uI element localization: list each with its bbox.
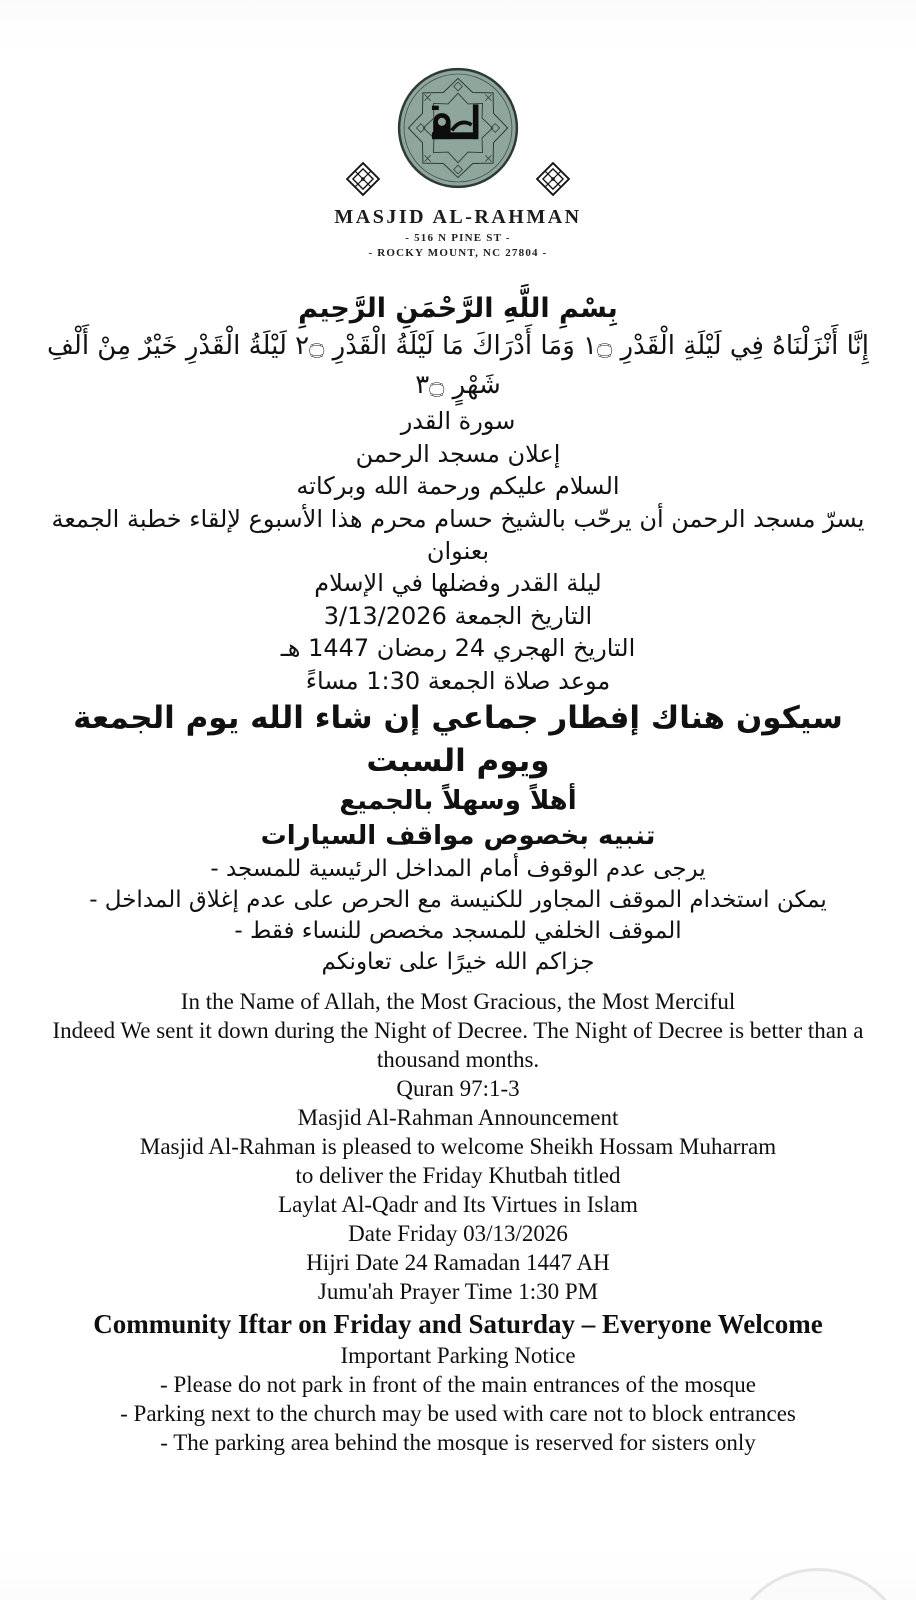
en-welcome-line2: to deliver the Friday Khutbah titled (295, 1162, 621, 1188)
en-hijri-line: Hijri Date 24 Ramadan 1447 AH (306, 1249, 610, 1275)
en-announcement-title: Masjid Al-Rahman Announcement (297, 1104, 619, 1130)
diamond-ornament-icon (346, 162, 380, 196)
watermark-circle (728, 1568, 908, 1600)
en-parking-item: - Please do not park in front of the main entrances of the mosque (160, 1371, 756, 1397)
ar-khutbah-title: ليلة القدر وفضلها في الإسلام (314, 569, 602, 598)
en-bismillah: In the Name of Allah, the Most Gracious, the Most Merciful (180, 989, 736, 1015)
ar-date-line: التاريخ الجمعة 3/13/2026 (323, 601, 593, 630)
ar-prayer-time: موعد صلاة الجمعة 1:30 مساءً (305, 666, 611, 695)
en-prayer-time: Jumu'ah Prayer Time 1:30 PM (317, 1278, 599, 1304)
ar-thanks: جزاكم الله خيرًا على تعاونكم (321, 949, 595, 976)
ar-surah-name: سورة القدر (400, 407, 516, 436)
arabic-section (0, 291, 916, 978)
ar-parking-item: الموقف الخلفي للمسجد مخصص للنساء فقط - (234, 918, 682, 945)
ar-parking-item: يمكن استخدام الموقف المجاور للكنيسة مع الحرص على عدم إغلاق المداخل - (89, 886, 827, 913)
org-address-street: - 516 N PINE ST - (405, 232, 511, 244)
en-parking-item: - Parking next to the church may be used with care not to block entrances (120, 1400, 796, 1426)
english-section (0, 988, 916, 1458)
en-quran-verse: Indeed We sent it down during the Night of Decree. The Night of Decree is better than a thousand months. (52, 1018, 864, 1073)
en-iftar-heading: Community Iftar on Friday and Saturday – Everyone Welcome (93, 1308, 823, 1339)
ar-announcement-title: إعلان مسجد الرحمن (355, 439, 561, 468)
ar-welcome-line: يسرّ مسجد الرحمن أن يرحّب بالشيخ حسام محرم هذا الأسبوع لإلقاء خطبة الجمعة بعنوان (51, 504, 865, 565)
ar-parking-title: تنبيه بخصوص مواقف السيارات (260, 820, 656, 851)
org-address-city: - ROCKY MOUNT, NC 27804 - (368, 247, 548, 259)
ar-parking-item: يرجى عدم الوقوف أمام المداخل الرئيسية للمسجد - (210, 855, 706, 882)
en-parking-title: Important Parking Notice (340, 1342, 576, 1368)
en-date-line: Date Friday 03/13/2026 (348, 1220, 568, 1246)
en-welcome-line1: Masjid Al-Rahman is pleased to welcome Sheikh Hossam Muharram (139, 1133, 777, 1159)
ar-hijri-line: التاريخ الهجري 24 رمضان 1447 هـ (280, 634, 636, 663)
ar-iftar-line1: سيكون هناك إفطار جماعي إن شاء الله يوم الجمعة (73, 699, 843, 736)
diamond-ornament-icon (536, 162, 570, 196)
ar-welcome-all: أهلاً وسهلاً بالجميع (339, 785, 577, 816)
ar-iftar-line2: ويوم السبت (366, 743, 550, 780)
en-khutbah-title: Laylat Al-Qadr and Its Virtues in Islam (278, 1191, 638, 1217)
en-verse-ref: Quran 97:1-3 (396, 1076, 520, 1102)
ar-quran-verse: إِنَّا أَنْزَلْنَاهُ فِي لَيْلَةِ الْقَدْرِ ١۝ وَمَا أَدْرَاكَ مَا لَيْلَةُ الْقَدْرِ ٢۝ لَيْلَةُ الْقَدْرِ خَيْرٌ مِنْ أَلْفِ شَهْرٍ ٣۝ (46, 331, 869, 401)
logo-row (0, 0, 916, 190)
ar-bismillah: بِسْمِ اللَّهِ الرَّحْمَنِ الرَّحِيمِ (298, 293, 618, 324)
ar-greeting: السلام عليكم ورحمة الله وبركاته (296, 472, 620, 501)
mosque-logo-icon (396, 66, 520, 190)
org-name: MASJID AL-RAHMAN (334, 206, 582, 228)
en-parking-item: - The parking area behind the mosque is reserved for sisters only (160, 1429, 756, 1455)
